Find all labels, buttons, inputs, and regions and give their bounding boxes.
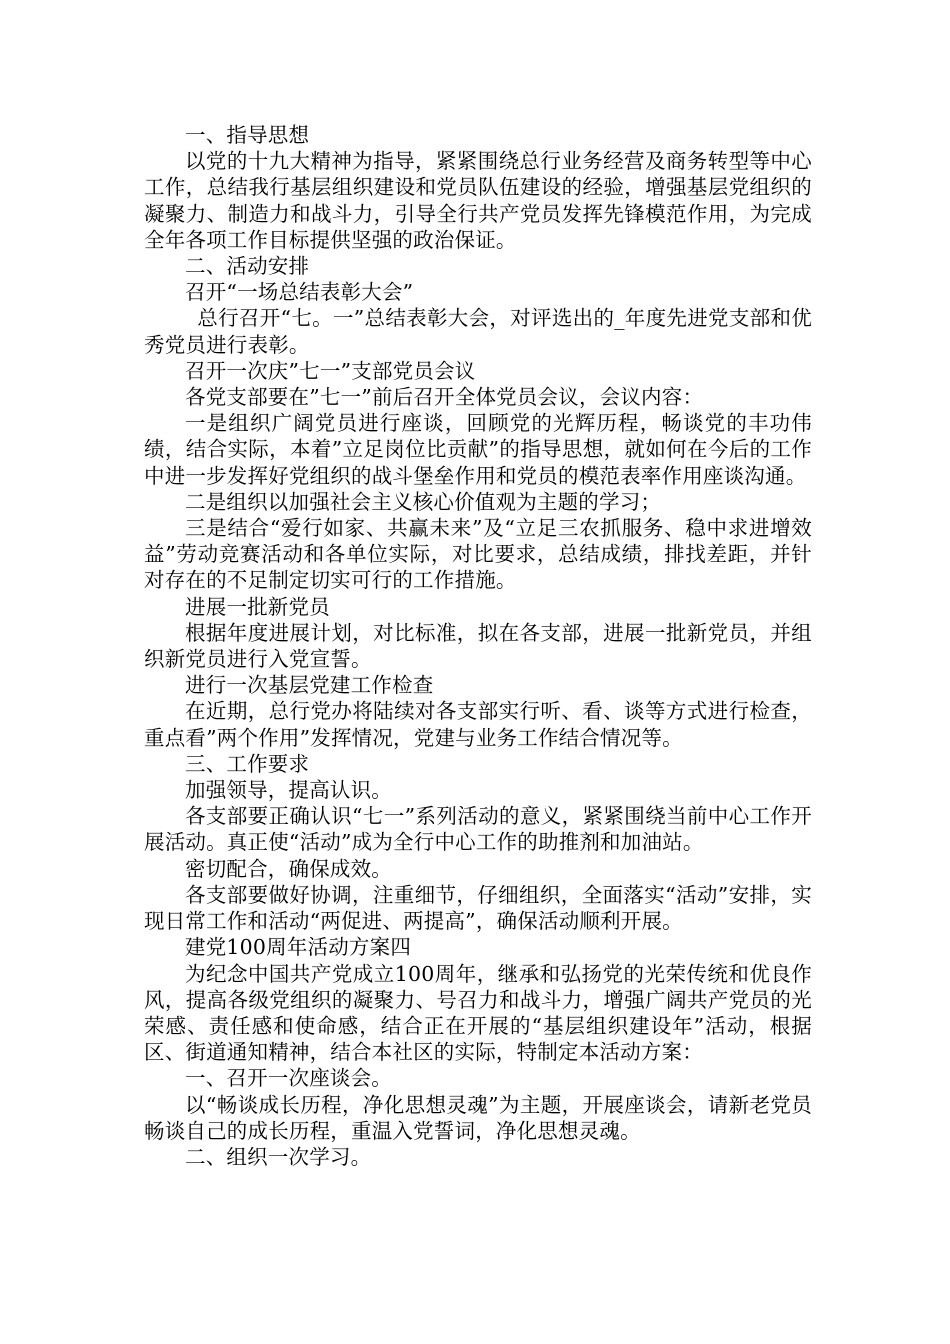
subheading: 召开一次庆”七一”支部党员会议 <box>185 358 476 383</box>
paragraph: 各党支部要在”七一”前后召开全体党员会议，会议内容： <box>185 385 704 410</box>
document-page <box>144 122 812 1170</box>
subheading: 密切配合，确保成效。 <box>185 856 392 881</box>
subheading: 加强领导，提高认识。 <box>185 778 392 803</box>
subheading: 进展一批新党员 <box>185 594 330 619</box>
paragraph: 一是组织广阔党员进行座谈，回顾党的光辉历程，畅谈党的丰功伟绩，结合实际，本着”立足岗位比贡献”的指导思想，就如何在今后的工作中进一步发挥好党组织的战斗堡垒作用和党员的模范表率作用座谈沟通。 <box>144 411 812 488</box>
paragraph: 在近期，总行党办将陆续对各支部实行听、看、谈等方式进行检查，重点看”两个作用”发挥情况，党建与业务工作结合情况等。 <box>144 699 812 750</box>
paragraph: 三是结合“爱行如家、共赢未来”及“立足三农抓服务、稳中求进增效益”劳动竞赛活动和各单位实际，对比要求，总结成绩，排找差距，并针对存在的不足制定切实可行的工作措施。 <box>144 516 812 593</box>
subheading: 二、组织一次学习。 <box>185 1144 372 1169</box>
heading-activity-arrangement: 二、活动安排 <box>185 254 310 279</box>
paragraph: 以“畅谈成长历程，净化思想灵魂”为主题，开展座谈会，请新老党员畅谈自己的成长历程，重温入党誓词，净化思想灵魂。 <box>144 1092 812 1143</box>
heading-work-requirements: 三、工作要求 <box>185 751 310 776</box>
paragraph: 以党的十九大精神为指导，紧紧围绕总行业务经营及商务转型等中心工作，总结我行基层组织建设和党员队伍建设的经验，增强基层党组织的凝聚力、制造力和战斗力，引导全行共产党员发挥先锋模范作用，为完成全年各项工作目标提供坚强的政治保证。 <box>144 149 812 252</box>
paragraph: 二是组织以加强社会主义核心价值观为主题的学习； <box>185 489 662 514</box>
heading-guiding-ideology: 一、指导思想 <box>185 123 310 147</box>
paragraph: 各支部要正确认识“七一”系列活动的意义，紧紧围绕当前中心工作开展活动。真正使“活动”成为全行中心工作的助推剂和加油站。 <box>144 804 812 855</box>
paragraph: 根据年度进展计划，对比标准，拟在各支部，进展一批新党员，并组织新党员进行入党宣誓。 <box>144 620 812 672</box>
subheading: 进行一次基层党建工作检查 <box>185 673 434 698</box>
section-title: 建党100周年活动方案四 <box>185 935 412 960</box>
subheading: 一、召开一次座谈会。 <box>185 1066 392 1091</box>
paragraph: 为纪念中国共产党成立100周年，继承和弘扬党的光荣传统和优良作风，提高各级党组织的凝聚力、号召力和战斗力，增强广阔共产党员的光荣感、责任感和使命感，结合正在开展的“基层组织建设年”活动，根据区、街道通知精神，结合本社区的实际，特制定本活动方案： <box>144 961 812 1065</box>
paragraph: 各支部要做好协调，注重细节，仔细组织，全面落实“活动”安排，实现日常工作和活动“两促进、两提高”，确保活动顺利开展。 <box>144 882 812 934</box>
subheading: 召开“一场总结表彰大会” <box>185 280 414 305</box>
paragraph: 总行召开“七。一”总结表彰大会，对评选出的_年度先进党支部和优秀党员进行表彰。 <box>144 306 812 357</box>
